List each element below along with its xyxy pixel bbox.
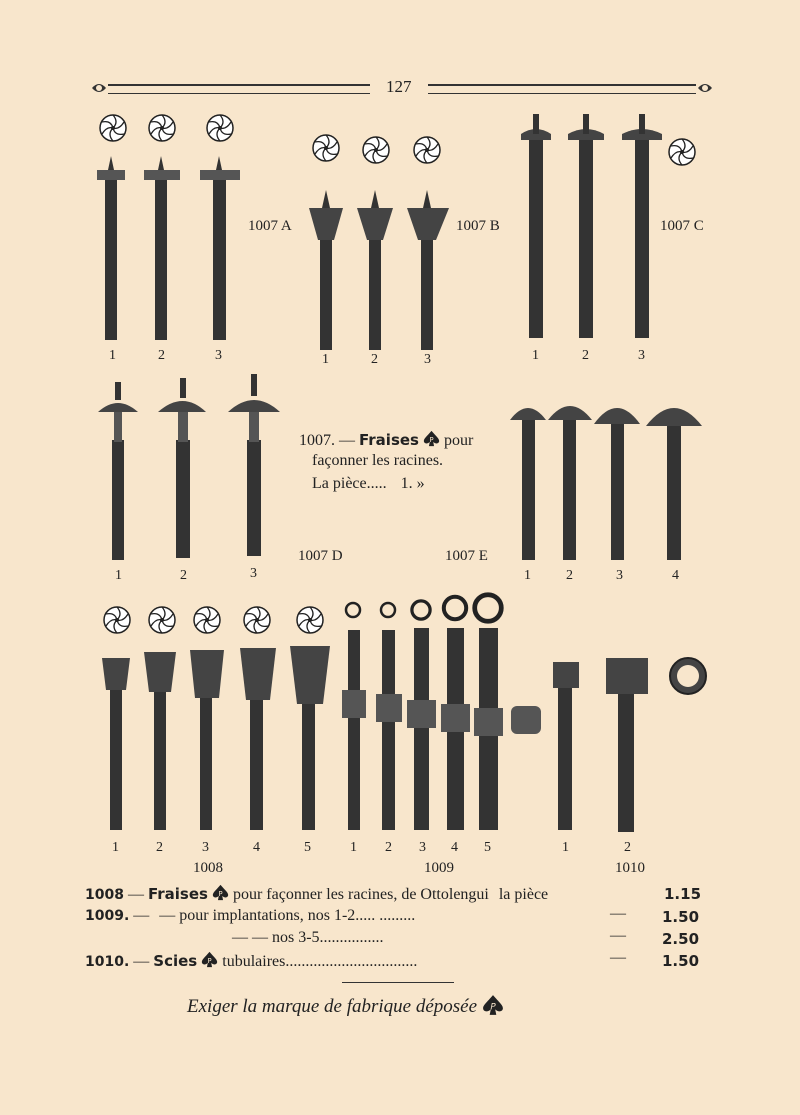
price-row-1009b: — — nos 3-5................ xyxy=(232,929,384,946)
price-dash: — xyxy=(133,907,150,924)
price-dash-1009a: — xyxy=(610,905,626,922)
price-code: 1009. xyxy=(85,908,130,924)
divider xyxy=(342,982,454,983)
price-dash-1009b: — xyxy=(610,927,626,944)
num-1007e-4: 4 xyxy=(672,568,679,583)
price-1009b: 2.50 xyxy=(662,930,700,948)
bur-1007a-3 xyxy=(200,156,240,340)
group-1007a-figures xyxy=(97,115,240,340)
group-1007b-figures xyxy=(309,135,449,350)
bur-1007e-2 xyxy=(548,406,592,560)
bur-1007e-1 xyxy=(510,408,546,560)
bur-1007d-3 xyxy=(228,374,280,556)
price-row-1009a xyxy=(85,907,415,925)
bur-1007a-2 xyxy=(144,156,180,340)
spade-trademark-icon xyxy=(423,430,440,447)
num-1008-5: 5 xyxy=(304,840,311,855)
price-1010: 1.50 xyxy=(662,952,700,970)
price-desc: — pour implantations, nos 1-2..... ......... xyxy=(159,907,416,924)
saw-1010-1 xyxy=(553,662,579,830)
svg-text:P: P xyxy=(429,435,434,444)
num-1007b-2: 2 xyxy=(371,352,378,367)
num-1007c-2: 2 xyxy=(582,348,589,363)
bur-1008-2 xyxy=(144,652,176,830)
num-1007a-1: 1 xyxy=(109,348,116,363)
code-1007e: 1007 E xyxy=(445,548,488,564)
num-1008-2: 2 xyxy=(156,840,163,855)
group-1007e-figures xyxy=(510,406,702,560)
code-1010: 1010 xyxy=(615,860,645,876)
bur-1007b-2 xyxy=(357,190,393,350)
price-desc: tubulaires................................. xyxy=(222,953,418,970)
group-1008-figures xyxy=(102,607,330,830)
price-1008: 1.15 xyxy=(664,885,702,903)
trephine-1009-2 xyxy=(376,630,402,830)
num-1009-4: 4 xyxy=(451,840,458,855)
price-1009a: 1.50 xyxy=(662,908,700,926)
price-dash: — xyxy=(133,953,150,970)
footer-trademark-notice xyxy=(187,994,504,1018)
num-1009-2: 2 xyxy=(385,840,392,855)
description-line2: façonner les racines. xyxy=(312,452,444,469)
saw-1010-2 xyxy=(606,658,648,832)
num-1009-1: 1 xyxy=(350,840,357,855)
bur-1007c-1 xyxy=(521,114,551,338)
num-1008-4: 4 xyxy=(253,840,260,855)
price-row-1010 xyxy=(85,951,417,971)
bur-1007b-1 xyxy=(309,190,343,350)
trephine-collar xyxy=(511,706,541,734)
svg-text:P: P xyxy=(207,956,212,965)
price-word: Scies xyxy=(153,952,198,970)
num-1007b-3: 3 xyxy=(424,352,431,367)
description-code: 1007. — xyxy=(299,432,355,449)
group-1007d-figures xyxy=(98,374,280,560)
num-1010-2: 2 xyxy=(624,840,631,855)
num-1007c-3: 3 xyxy=(638,348,645,363)
svg-text:P: P xyxy=(490,1002,496,1013)
num-1008-3: 3 xyxy=(202,840,209,855)
bur-1007c-2 xyxy=(568,114,604,338)
bur-1008-3 xyxy=(190,650,224,830)
code-1008: 1008 xyxy=(193,860,223,876)
price-dash-1010: — xyxy=(610,949,626,966)
description-1007 xyxy=(299,430,473,450)
description-price-label: La pièce..... xyxy=(312,475,387,492)
code-1007b: 1007 B xyxy=(456,218,500,234)
trephine-1009-1 xyxy=(342,630,366,830)
num-1009-5: 5 xyxy=(484,840,491,855)
num-1007a-3: 3 xyxy=(215,348,222,363)
spade-trademark-icon xyxy=(212,884,229,901)
bur-1007e-3 xyxy=(594,408,640,560)
spade-trademark-icon xyxy=(201,951,218,968)
num-1009-3: 3 xyxy=(419,840,426,855)
description-word: Fraises xyxy=(359,431,419,449)
bur-1007c-3 xyxy=(622,114,662,338)
num-1007e-3: 3 xyxy=(616,568,623,583)
spade-trademark-icon xyxy=(482,994,504,1016)
num-1007a-2: 2 xyxy=(158,348,165,363)
code-1007d: 1007 D xyxy=(298,548,343,564)
bur-1007a-1 xyxy=(97,156,125,340)
footer-text: Exiger la marque de fabrique déposée xyxy=(187,996,478,1017)
price-unit: la pièce xyxy=(498,886,549,903)
trephine-1009-4 xyxy=(441,628,470,830)
group-1010-figures xyxy=(553,658,706,832)
page-number: 127 xyxy=(386,77,412,96)
bur-1007d-1 xyxy=(98,382,138,560)
trephine-1009-3 xyxy=(407,628,436,830)
num-1007d-3: 3 xyxy=(250,566,257,581)
num-1007d-1: 1 xyxy=(115,568,122,583)
trephine-1009-5 xyxy=(474,628,503,830)
num-1007e-2: 2 xyxy=(566,568,573,583)
code-1007a: 1007 A xyxy=(248,218,292,234)
price-row-1008 xyxy=(85,884,548,904)
num-1007b-1: 1 xyxy=(322,352,329,367)
num-1010-1: 1 xyxy=(562,840,569,855)
code-1007c: 1007 C xyxy=(660,218,704,234)
num-1007e-1: 1 xyxy=(524,568,531,583)
description-tail: pour xyxy=(443,432,474,449)
bur-1007d-2 xyxy=(158,378,206,558)
price-word: Fraises xyxy=(147,885,208,903)
description-price: 1. » xyxy=(400,475,425,492)
code-1009: 1009 xyxy=(424,860,454,876)
num-1008-1: 1 xyxy=(112,840,119,855)
num-1007c-1: 1 xyxy=(532,348,539,363)
price-desc: pour façonner les racines, de Ottolengui xyxy=(232,886,489,903)
price-code: 1010. xyxy=(85,954,130,970)
description-line3 xyxy=(312,475,425,493)
bur-1008-1 xyxy=(102,658,130,830)
price-dash: — xyxy=(127,886,144,903)
price-code: 1008 xyxy=(85,887,124,903)
group-1009-figures xyxy=(342,595,541,830)
bur-1008-4 xyxy=(240,648,276,830)
num-1007d-2: 2 xyxy=(180,568,187,583)
bur-1007e-4 xyxy=(646,408,702,560)
bur-1008-5 xyxy=(290,646,330,830)
bur-1007b-3 xyxy=(407,190,449,350)
svg-text:P: P xyxy=(218,889,223,898)
